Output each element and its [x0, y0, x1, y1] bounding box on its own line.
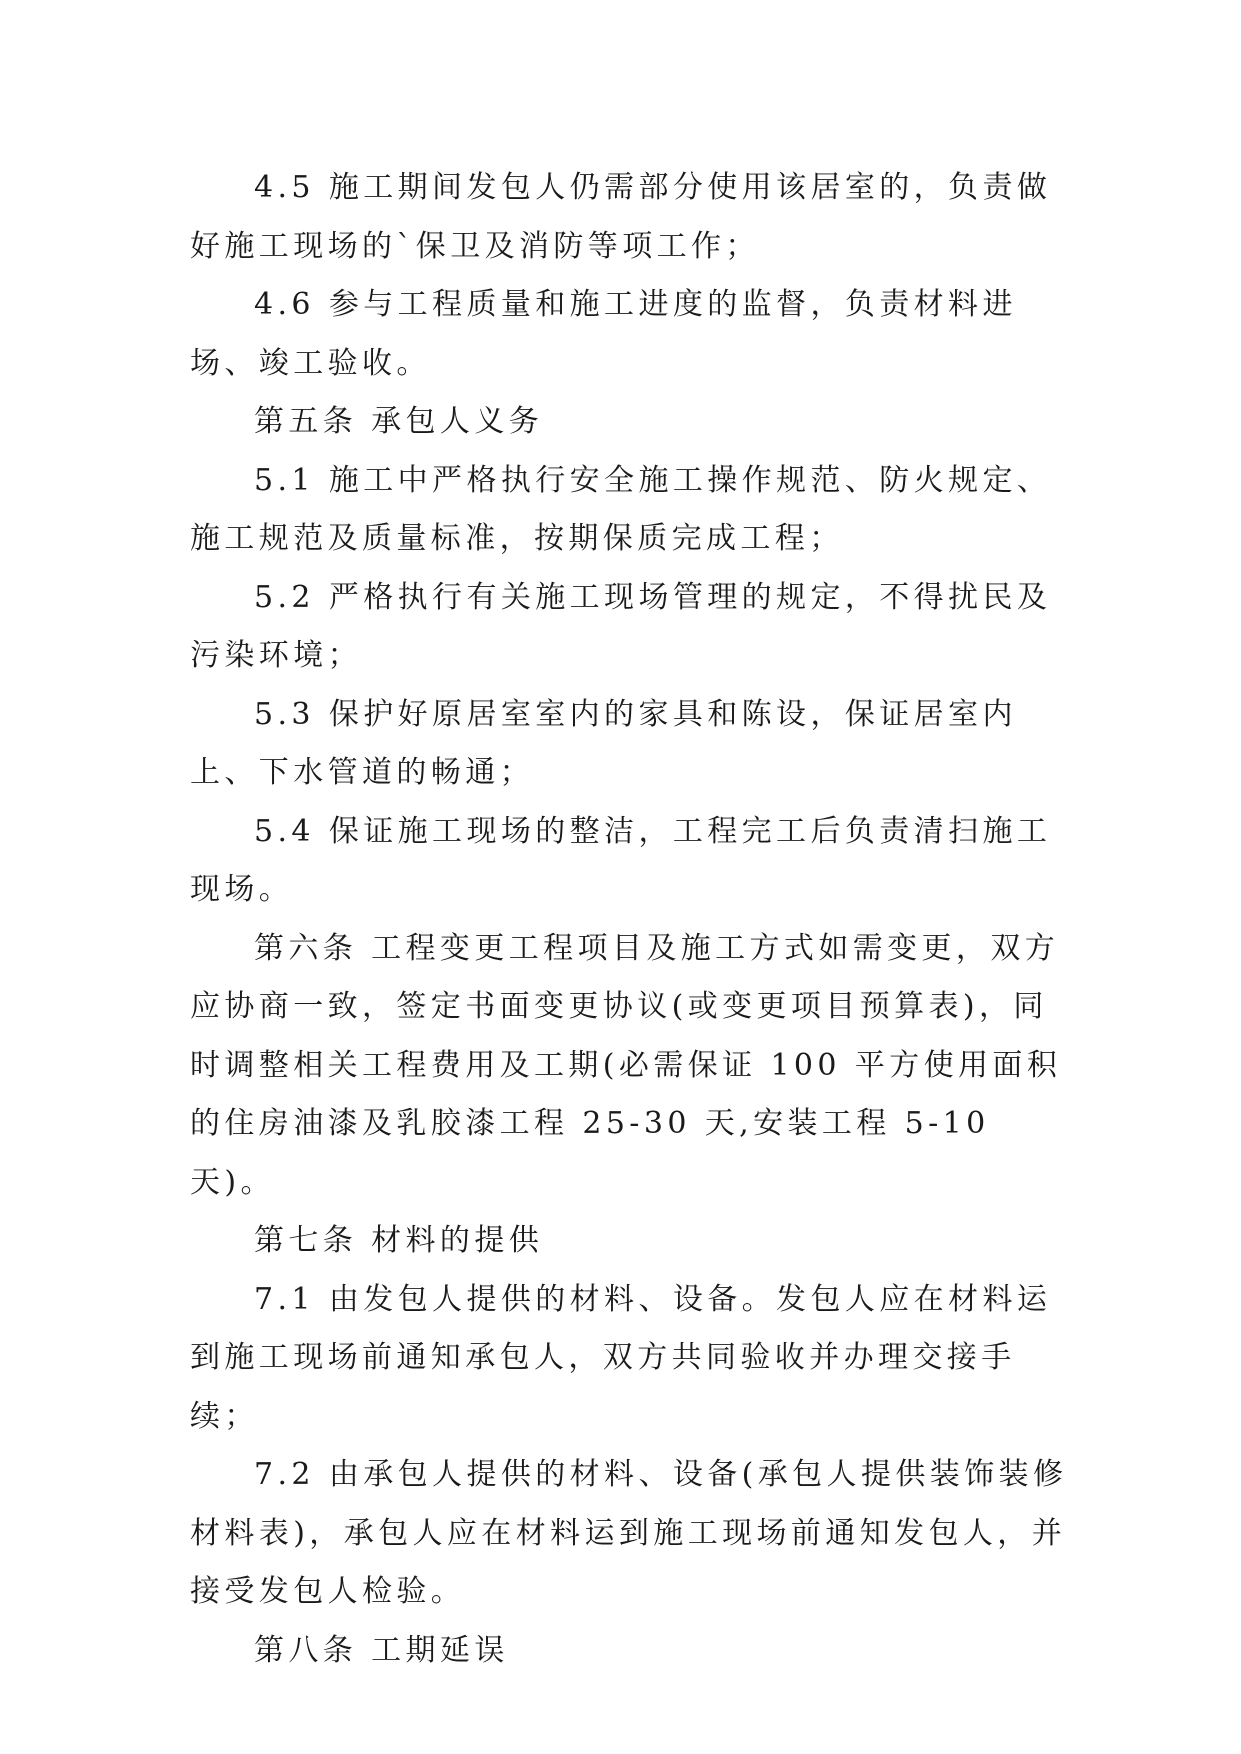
clause-5-2: 5.2 严格执行有关施工现场管理的规定，不得扰民及污染环境；	[190, 579, 1052, 673]
clause-5-4: 5.4 保证施工现场的整洁，工程完工后负责清扫施工现场。	[190, 813, 1052, 907]
clause-4-6: 4.6 参与工程质量和施工进度的监督，负责材料进场、竣工验收。	[190, 287, 1017, 381]
article-8-heading: 第八条 工期延误	[254, 1632, 509, 1668]
clause-5-1: 5.1 施工中严格执行安全施工操作规范、防火规定、施工规范及质量标准，按期保质完成工程；	[190, 462, 1052, 556]
clause-7-2: 7.2 由承包人提供的材料、设备(承包人提供装饰装修材料表)，承包人应在材料运到施工现场前通知发包人，并接受发包人检验。	[190, 1457, 1068, 1609]
clause-5-3: 5.3 保护好原居室室内的家具和陈设，保证居室内上、下水管道的畅通；	[190, 696, 1017, 790]
clause-4-5: 4.5 施工期间发包人仍需部分使用该居室的，负责做好施工现场的`保卫及消防等项工作；	[190, 170, 1052, 264]
article-7-heading: 第七条 材料的提供	[254, 1223, 544, 1258]
article-5-heading: 第五条 承包人义务	[254, 404, 544, 439]
document-page	[190, 159, 1070, 1680]
article-6: 第六条 工程变更工程项目及施工方式如需变更，双方应协商一致，签定书面变更协议(或变更项目预算表)，同时调整相关工程费用及工期(必需保证 100 平方使用面积的住房油漆及乳胶漆工程 25-30 天,安装工程 5-10 天)。	[190, 930, 1062, 1200]
clause-7-1: 7.1 由发包人提供的材料、设备。发包人应在材料运到施工现场前通知承包人，双方共同验收并办理交接手续；	[190, 1281, 1052, 1434]
